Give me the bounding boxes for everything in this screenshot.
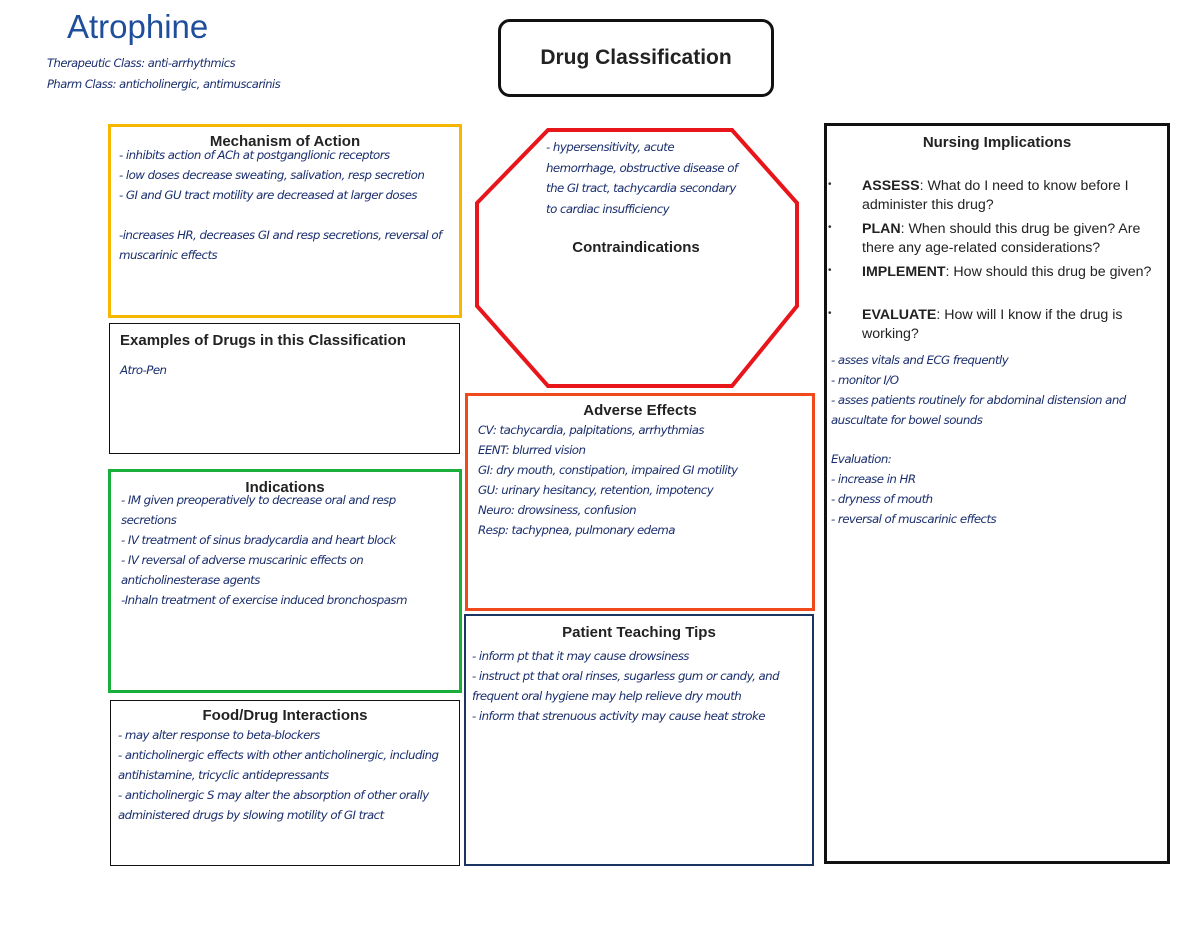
mechanism-list	[119, 145, 442, 265]
adverse-box	[465, 393, 815, 611]
food-drug-list	[118, 725, 438, 825]
examples-title: Examples of Drugs in this Classification	[120, 332, 406, 349]
adverse-line: CV: tachycardia, palpitations, arrhythmias	[478, 423, 704, 437]
nursing-item-text: : How should this drug be given?	[945, 264, 1152, 280]
contraindications-list	[546, 137, 738, 219]
bullet-icon: •	[828, 308, 832, 319]
teaching-line: - instruct pt that oral rinses, sugarless gum or candy, and	[472, 669, 780, 683]
indications-line: secretions	[121, 513, 177, 527]
food-drug-line: antihistamine, tricyclic antidepressants	[118, 768, 329, 782]
adverse-line: EENT: blurred vision	[478, 443, 586, 457]
food-drug-line: - anticholinergic effects with other anticholinergic, including	[118, 748, 439, 762]
food-drug-line: - may alter response to beta-blockers	[118, 728, 320, 742]
nursing-note-line: - asses patients routinely for abdominal distension and	[831, 393, 1126, 407]
drug-classification-box	[498, 19, 774, 97]
indications-line: - IM given preoperatively to decrease oral and resp	[121, 493, 396, 507]
food-drug-title: Food/Drug Interactions	[202, 707, 368, 724]
food-drug-line: administered drugs by slowing motility of GI tract	[118, 808, 384, 822]
adverse-line: GU: urinary hesitancy, retention, impotency	[478, 483, 714, 497]
mechanism-line: -increases HR, decreases GI and resp secretions, reversal of	[119, 228, 442, 242]
pharm-class: Pharm Class: anticholinergic, antimuscarinis	[47, 77, 281, 91]
nursing-note-line: - monitor I/O	[831, 373, 899, 387]
nursing-item-text: : How will I know if the drug is working?	[862, 307, 1123, 342]
indications-line: - IV treatment of sinus bradycardia and heart block	[121, 533, 396, 547]
nursing-item-text: : What do I need to know before I administer this drug?	[862, 178, 1129, 213]
indications-line: anticholinesterase agents	[121, 573, 260, 587]
teaching-line: - inform pt that it may cause drowsiness	[472, 649, 689, 663]
bullet-icon: •	[828, 179, 832, 190]
nursing-item-key: PLAN	[862, 221, 901, 237]
indications-list	[121, 490, 407, 610]
indications-title: Indications	[245, 479, 325, 496]
indications-box	[108, 469, 462, 693]
mechanism-line: - low doses decrease sweating, salivation, resp secretion	[119, 168, 425, 182]
examples-list	[120, 360, 166, 380]
contraindications-title: Contraindications	[572, 239, 700, 256]
nursing-item-plan	[862, 220, 1162, 258]
bullet-icon: •	[828, 222, 832, 233]
adverse-line: Neuro: drowsiness, confusion	[478, 503, 637, 517]
nursing-item-evaluate	[862, 306, 1162, 344]
adverse-title: Adverse Effects	[583, 402, 697, 419]
mechanism-line: - inhibits action of ACh at postganglionic receptors	[119, 148, 390, 162]
contraindications-line: - hypersensitivity, acute	[546, 140, 675, 154]
food-drug-box	[110, 700, 460, 866]
nursing-title: Nursing Implications	[922, 134, 1072, 151]
contraindications-line: to cardiac insufficiency	[546, 201, 670, 216]
evaluation-label: Evaluation:	[831, 452, 892, 466]
indications-line: -Inhaln treatment of exercise induced bronchospasm	[121, 593, 407, 607]
food-drug-line: - anticholinergic S may alter the absorption of other orally	[118, 788, 429, 802]
nursing-item-key: ASSESS	[862, 178, 920, 194]
therapeutic-class: Therapeutic Class: anti-arrhythmics	[47, 56, 236, 70]
nursing-item-key: EVALUATE	[862, 307, 937, 323]
mechanism-line: muscarinic effects	[119, 248, 218, 262]
nursing-item-text: : When should this drug be given? Are there any age-related considerations?	[862, 221, 1141, 256]
drug-name: Atrophine	[67, 8, 209, 45]
evaluation-line: - reversal of muscarinic effects	[831, 512, 997, 526]
example-drug: Atro-Pen	[120, 363, 167, 377]
teaching-title: Patient Teaching Tips	[562, 624, 716, 641]
nursing-note-line: auscultate for bowel sounds	[831, 413, 983, 427]
adverse-line: Resp: tachypnea, pulmonary edema	[478, 523, 675, 537]
teaching-box	[464, 614, 814, 866]
evaluation-line: - dryness of mouth	[831, 492, 933, 506]
nursing-item-implement	[862, 263, 1162, 282]
drug-classification-title: Drug Classification	[540, 46, 732, 69]
mechanism-title: Mechanism of Action	[209, 133, 361, 150]
nursing-item-key: IMPLEMENT	[862, 264, 946, 280]
nursing-note-line: - asses vitals and ECG frequently	[831, 353, 1009, 367]
nursing-item-assess	[862, 177, 1162, 215]
bullet-icon: •	[828, 265, 832, 276]
mechanism-line: - GI and GU tract motility are decreased at larger doses	[119, 188, 417, 202]
indications-line: - IV reversal of adverse muscarinic effects on	[121, 553, 364, 567]
teaching-line: frequent oral hygiene may help relieve dry mouth	[472, 689, 742, 703]
examples-box	[109, 323, 460, 454]
adverse-line: GI: dry mouth, constipation, impaired GI motility	[478, 463, 738, 477]
nursing-notes	[831, 350, 1126, 529]
mechanism-box	[108, 124, 462, 318]
contraindications-line: hemorrhage, obstructive disease of	[546, 160, 738, 175]
evaluation-line: - increase in HR	[831, 472, 916, 486]
adverse-list	[478, 420, 738, 540]
teaching-line: - inform that strenuous activity may cause heat stroke	[472, 709, 765, 723]
teaching-list	[472, 646, 779, 726]
contraindications-line: the GI tract, tachycardia secondary	[546, 181, 736, 195]
